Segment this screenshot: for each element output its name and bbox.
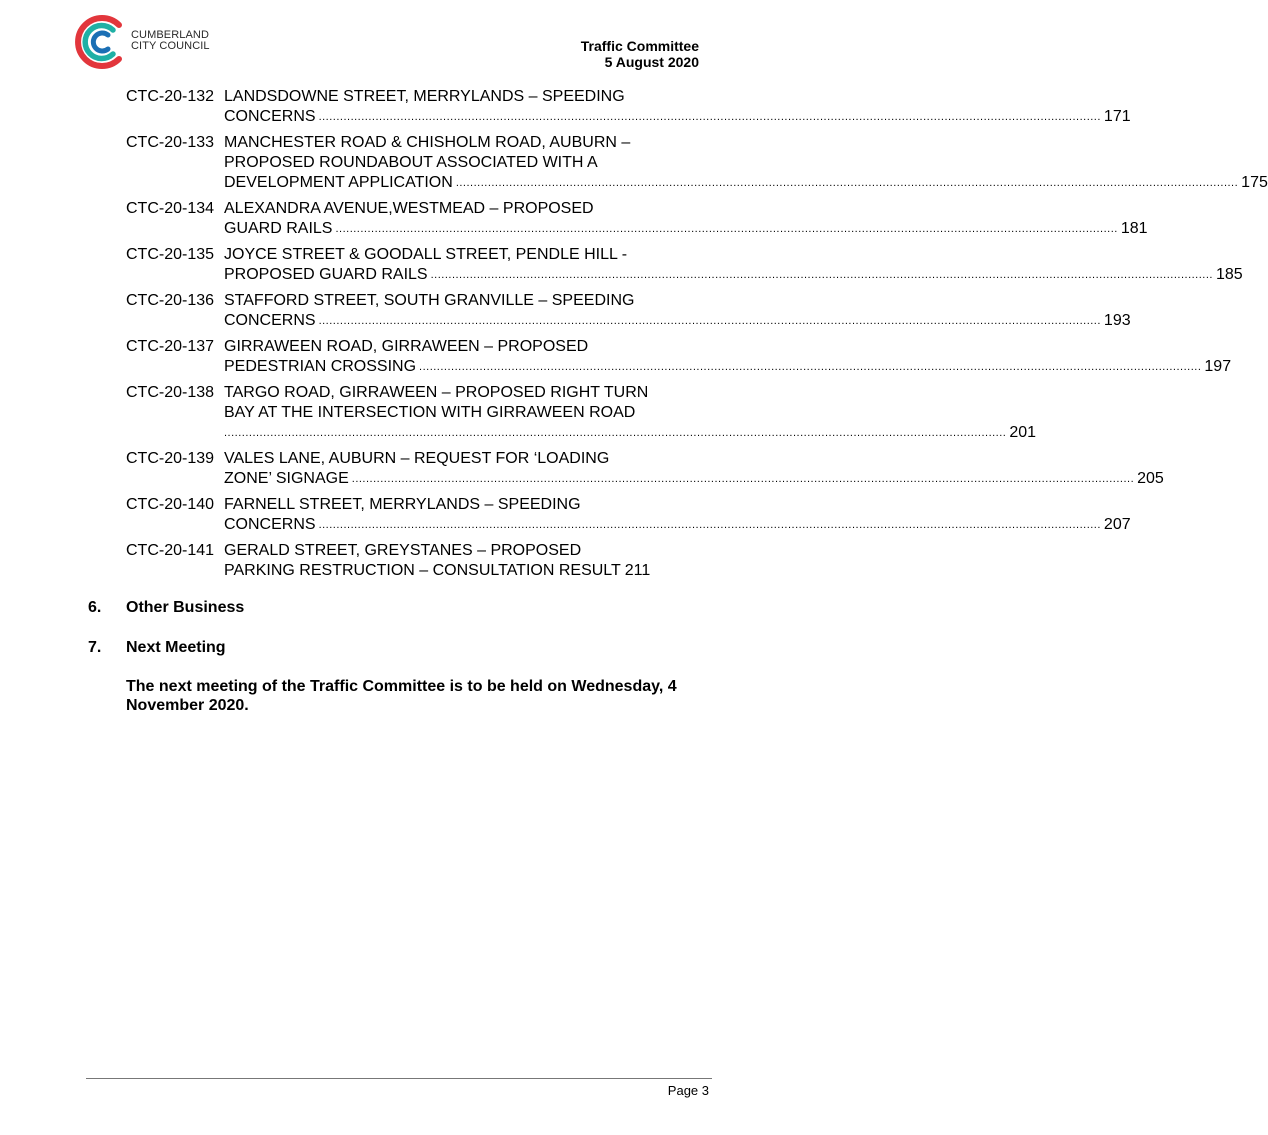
council-name: [131, 30, 210, 52]
document-header: [581, 38, 699, 70]
toc-title-line: PEDESTRIAN CROSSING: [224, 358, 417, 375]
council-name-line2: CITY COUNCIL: [131, 40, 210, 52]
toc-item-title: [224, 291, 1131, 331]
toc-item-code: CTC-20-140: [126, 496, 215, 513]
toc-item-code: CTC-20-135: [126, 246, 215, 263]
section-number: 7.: [88, 639, 102, 656]
section-title: Next Meeting: [126, 639, 226, 656]
page-number: Page 3: [667, 1083, 709, 1098]
footer-divider: [86, 1078, 712, 1079]
toc-entry: [126, 245, 1243, 285]
toc-title-line: CONCERNS: [224, 516, 316, 533]
toc-item-title: [224, 199, 1148, 239]
toc-item-title: [224, 337, 1231, 377]
council-logo-icon: [73, 11, 129, 73]
toc-title-last-line: [224, 469, 1164, 489]
toc-title-line: GUARD RAILS: [224, 220, 333, 237]
toc-page-number: 181: [1120, 220, 1148, 237]
toc-item-code: CTC-20-134: [126, 200, 215, 217]
toc-item-title: [224, 383, 1036, 443]
toc-entry: [126, 337, 1232, 377]
toc-dot-leader: ............................................................................................................................................................................................................................: [224, 427, 1007, 439]
toc-title-line: TARGO ROAD, GIRRAWEEN – PROPOSED RIGHT TURN: [224, 384, 649, 401]
toc-page-number: 185: [1215, 266, 1243, 283]
toc-title-last-line: [224, 561, 674, 581]
toc-title-line: LANDSDOWNE STREET, MERRYLANDS – SPEEDING: [224, 88, 625, 105]
toc-title-line: CONCERNS: [224, 312, 316, 329]
toc-entry: [126, 449, 1164, 489]
toc-title-last-line: [224, 357, 1231, 377]
toc-title-line: ZONE’ SIGNAGE: [224, 470, 349, 487]
toc-title-line: STAFFORD STREET, SOUTH GRANVILLE – SPEEDING: [224, 292, 635, 309]
toc-item-code: CTC-20-138: [126, 384, 215, 401]
toc-item-title: [224, 495, 1131, 535]
toc-title-line: FARNELL STREET, MERRYLANDS – SPEEDING: [224, 496, 581, 513]
toc-title-last-line: [224, 107, 1131, 127]
toc-title-line: GERALD STREET, GREYSTANES – PROPOSED: [224, 542, 582, 559]
toc-title-line: CONCERNS: [224, 108, 316, 125]
toc-entry: [126, 87, 1131, 127]
toc-title-last-line: [224, 173, 1268, 193]
toc-dot-leader: ............................................................................................................................................................................................................................: [318, 111, 1101, 123]
section-title: Other Business: [126, 599, 245, 616]
toc-entry: [126, 495, 1131, 535]
toc-title-last-line: [224, 219, 1148, 239]
toc-title-line: PROPOSED ROUNDABOUT ASSOCIATED WITH A: [224, 154, 598, 171]
toc-entry: [126, 199, 1148, 239]
toc-title-last-line: [224, 515, 1131, 535]
toc-page-number: 197: [1204, 358, 1232, 375]
toc-item-code: CTC-20-139: [126, 450, 215, 467]
toc-page-number: 175: [1241, 174, 1268, 191]
toc-entry: [126, 291, 1131, 331]
toc-page-number: 201: [1009, 424, 1037, 441]
table-of-contents: [126, 87, 1268, 587]
toc-dot-leader: ............................................................................................................................................................................................................................: [318, 519, 1101, 531]
toc-entry: [126, 383, 1037, 443]
toc-item-title: [224, 449, 1164, 489]
toc-item-title: [224, 87, 1131, 127]
toc-dot-leader: ............................................................................................................................................................................................................................: [335, 223, 1118, 235]
toc-title-last-line: [224, 265, 1243, 285]
toc-page-number: 211: [624, 562, 651, 579]
toc-dot-leader: ............................................................................................................................................................................................................................: [455, 177, 1239, 189]
toc-dot-leader: ............................................................................................................................................................................................................................: [430, 269, 1213, 281]
toc-item-title: [224, 541, 674, 581]
section-other-business: [88, 598, 244, 618]
toc-page-number: 205: [1137, 470, 1164, 487]
toc-title-last-line: [224, 423, 1036, 443]
toc-item-code: CTC-20-132: [126, 88, 215, 105]
toc-dot-leader: ............................................................................................................................................................................................................................: [318, 315, 1101, 327]
toc-title-line: ALEXANDRA AVENUE,WESTMEAD – PROPOSED: [224, 200, 594, 217]
committee-name: Traffic Committee: [580, 38, 699, 54]
toc-title-line: GIRRAWEEN ROAD, GIRRAWEEN – PROPOSED: [224, 338, 589, 355]
council-name-line1: CUMBERLAND: [131, 29, 210, 41]
section-next-meeting: [88, 638, 226, 658]
section-number: 6.: [88, 599, 102, 616]
next-meeting-text: The next meeting of the Traffic Committee is to be held on Wednesday, 4 November 2020.: [126, 678, 677, 714]
toc-entry: [126, 541, 674, 581]
toc-title-line: PROPOSED GUARD RAILS: [224, 266, 428, 283]
toc-dot-leader: ............................................................................................................................................................................................................................: [351, 473, 1135, 485]
toc-title-line: VALES LANE, AUBURN – REQUEST FOR ‘LOADING: [224, 450, 610, 467]
toc-item-code: CTC-20-137: [126, 338, 215, 355]
toc-item-code: CTC-20-133: [126, 134, 215, 151]
toc-title-line: BAY AT THE INTERSECTION WITH GIRRAWEEN ROAD: [224, 404, 636, 421]
toc-entry: [126, 133, 1268, 193]
toc-page-number: 207: [1103, 516, 1131, 533]
toc-page-number: 171: [1103, 108, 1131, 125]
meeting-date: 5 August 2020: [604, 54, 699, 70]
toc-title-line: PARKING RESTRUCTION – CONSULTATION RESULT: [224, 562, 621, 579]
toc-page-number: 193: [1103, 312, 1131, 329]
toc-item-title: [224, 133, 1268, 193]
toc-item-code: CTC-20-136: [126, 292, 215, 309]
toc-title-line: DEVELOPMENT APPLICATION: [224, 174, 453, 191]
toc-item-code: CTC-20-141: [126, 542, 215, 559]
toc-item-title: [224, 245, 1243, 285]
toc-title-line: MANCHESTER ROAD & CHISHOLM ROAD, AUBURN –: [224, 134, 631, 151]
toc-dot-leader: ............................................................................................................................................................................................................................: [419, 361, 1202, 373]
toc-title-line: JOYCE STREET & GOODALL STREET, PENDLE HILL -: [224, 246, 628, 263]
toc-title-last-line: [224, 311, 1131, 331]
